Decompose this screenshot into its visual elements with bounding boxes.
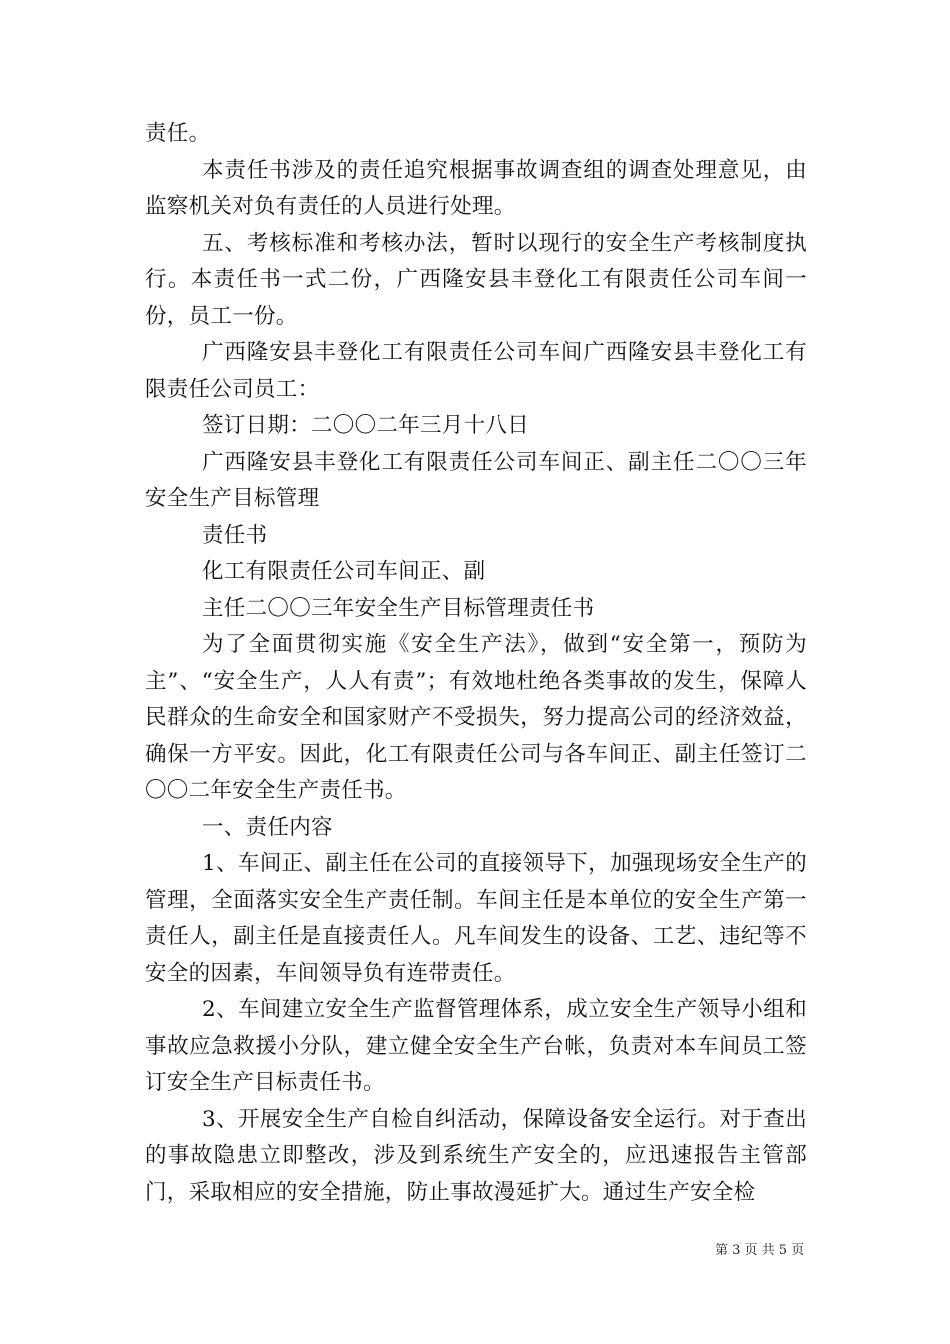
document-body [145,116,807,1211]
paragraph-8: 化工有限责任公司车间正、副 [202,559,486,584]
paragraph-9: 主任二〇〇三年安全生产目标管理责任书 [202,595,595,621]
section-heading: 一、责任内容 [202,814,333,840]
paragraph-10: 为了全面贯彻实施《安全生产法》，做到“安全第一，预防为主”、“安全生产，人人有责”；有效地杜绝各类事故的发生，保障人民群众的生命安全和国家财产不受损失，努力提高公司的经济效益，确保一方平安。因此，化工有限责任公司与各车间正、副主任签订二〇〇二年安全生产责任书。 [145,632,807,803]
paragraph-4: 广西隆安县丰登化工有限责任公司车间广西隆安县丰登化工有限责任公司员工： [145,340,807,402]
paragraph-6: 广西隆安县丰登化工有限责任公司车间正、副主任二〇〇三年安全生产目标管理 [145,449,807,511]
paragraph-12: 1、车间正、副主任在公司的直接领导下，加强现场安全生产的管理，全面落实安全生产责任制。车间主任是本单位的安全生产第一责任人，副主任是直接责任人。凡车间发生的设备、工艺、违纪等不安全的因素，车间领导负有连带责任。 [145,851,807,986]
signing-date: 签订日期：二〇〇二年三月十八日 [202,413,530,438]
paragraph-1: 责任。 [145,121,211,146]
paragraph-3: 五、考核标准和考核办法，暂时以现行的安全生产考核制度执行。本责任书一式二份，广西隆安县丰登化工有限责任公司车间一份，员工一份。 [145,230,807,329]
paragraph-14: 3、开展安全生产自检自纠活动，保障设备安全运行。对于查出的事故隐患立即整改，涉及到系统生产安全的，应迅速报告主管部门，采取相应的安全措施，防止事故漫延扩大。通过生产安全检 [145,1106,807,1205]
page-number: 第 3 页 共 5 页 [715,1243,805,1258]
paragraph-13: 2、车间建立安全生产监督管理体系，成立安全生产领导小组和事故应急救援小分队，建立健全安全生产台帐，负责对本车间员工签订安全生产目标责任书。 [145,997,807,1095]
paragraph-7: 责任书 [202,522,268,548]
paragraph-2: 本责任书涉及的责任追究根据事故调查组的调查处理意见，由监察机关对负有责任的人员进行处理。 [145,157,807,219]
